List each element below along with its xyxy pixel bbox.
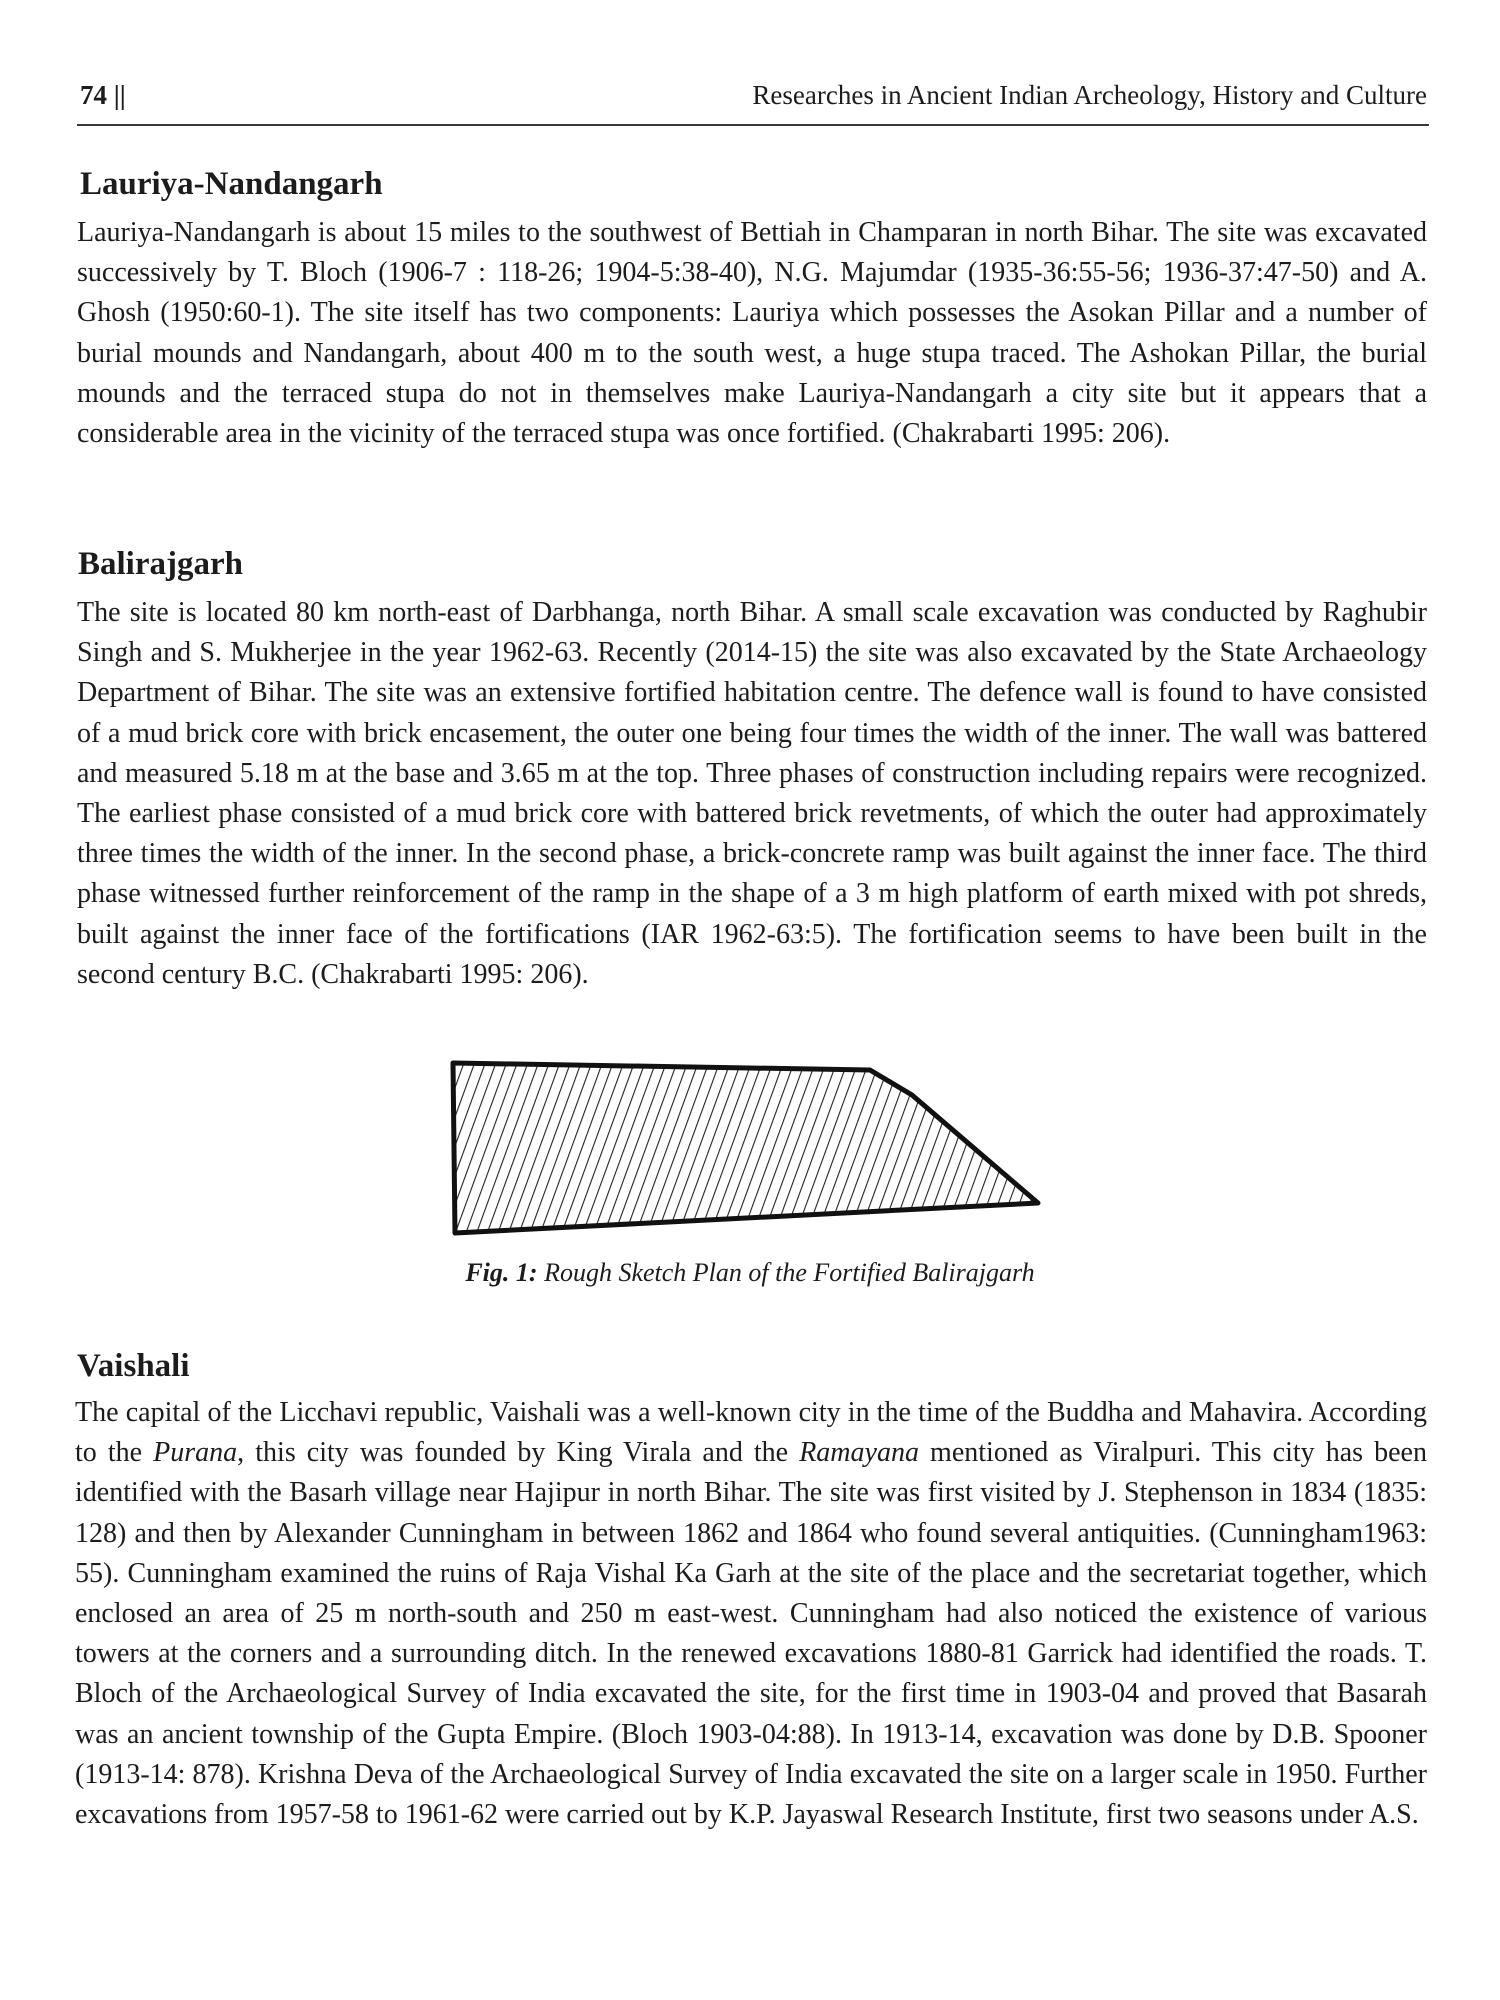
section-heading-vaishali: Vaishali bbox=[77, 1348, 190, 1384]
text-run: , this city was founded by King Virala and the bbox=[237, 1437, 800, 1469]
page-number: 74 || bbox=[80, 80, 126, 110]
paragraph-vaishali bbox=[75, 1393, 1427, 1835]
paragraph-lauriya: Lauriya-Nandangarh is about 15 miles to the southwest of Bettiah in Champaran in north Bihar. The site was excavated successively by T. Bloch (1906-7 : 118-26; 1904-5:38-40), N.G. Majumdar (1935-36:55-56; 1936-37:47-50) and A. Ghosh (1950:60-1). The site itself has two components: Lauriya which possesses the Asokan Pillar and a number of burial mounds and Nandangarh, about 400 m to the south west, a huge stupa traced. The Ashokan Pillar, the burial mounds and the terraced stupa do not in themselves make Lauriya-Nandangarh a city site but it appears that a considerable area in the vicinity of the terraced stupa was once fortified. (Chakrabarti 1995: 206). bbox=[77, 217, 1427, 450]
figure-sketch-plan bbox=[445, 1055, 1065, 1250]
figure-caption-text: Rough Sketch Plan of the Fortified Balirajgarh bbox=[544, 1258, 1035, 1287]
text-run: The capital of the Licchavi republic, Vaishali was a well-known city in the time of the Buddha and Mahavira. According to the bbox=[75, 1397, 1427, 1469]
section-heading-balirajgarh: Balirajgarh bbox=[78, 546, 243, 582]
paragraph-balirajgarh: The site is located 80 km north-east of Darbhanga, north Bihar. A small scale excavation was conducted by Raghubir Singh and S. Mukherjee in the year 1962-63. Recently (2014-15) the site was also excavated by the State Archaeology Department of Bihar. The site was an extensive fortified habitation centre. The defence wall is found to have consisted of a mud brick core with brick encasement, the outer one being four times the width of the inner. The wall was battered and measured 5.18 m at the base and 3.65 m at the top. Three phases of construction including repairs were recognized. The earliest phase consisted of a mud brick core with battered brick revetments, of which the outer had approximately three times the width of the inner. In the second phase, a brick-concrete ramp was built against the inner face. The third phase witnessed further reinforcement of the ramp in the shape of a 3 m high platform of earth mixed with pot shreds, built against the inner face of the fortifications (IAR 1962-63:5). The fortification seems to have been built in the second century B.C. (Chakrabarti 1995: 206). bbox=[77, 597, 1427, 990]
running-title: Researches in Ancient Indian Archeology, History and Culture bbox=[752, 80, 1427, 110]
page-header bbox=[77, 76, 1429, 126]
figure-label: Fig. 1: bbox=[465, 1258, 538, 1287]
text-run: mentioned as Viralpuri. This city has been identified with the Basarh village near Hajipur in north Bihar. The site was first visited by J. Stephenson in 1834 (1835: 128) and then by Alexander Cunningham in between 1862 and 1864 who found several antiquities. (Cunningham1963: 55). Cunningham examined the ruins of Raja Vishal Ka Garh at the site of the place and the secretariat together, which enclosed an area of 25 m north-south and 250 m east-west. Cunningham had also noticed the existence of various towers at the corners and a surrounding ditch. In the renewed excavations 1880-81 Garrick had identified the roads. T. Bloch of the Archaeological Survey of India excavated the site, for the first time in 1903-04 and proved that Basarah was an ancient township of the Gupta Empire. (Bloch 1903-04:88). In 1913-14, excavation was done by D.B. Spooner (1913-14: 878). Krishna Deva of the Archaeological Survey of India excavated the site on a larger scale in 1950. Further excavations from 1957-58 to 1961-62 were carried out by K.P. Jayaswal Research Institute, first two seasons under A.S. bbox=[75, 1437, 1427, 1831]
figure-caption bbox=[300, 1258, 1200, 1288]
fortification-plan-drawing bbox=[445, 1055, 1065, 1250]
section-heading-lauriya: Lauriya-Nandangarh bbox=[80, 166, 383, 202]
italic-purana: Purana bbox=[153, 1437, 238, 1469]
italic-ramayana: Ramayana bbox=[799, 1437, 919, 1469]
